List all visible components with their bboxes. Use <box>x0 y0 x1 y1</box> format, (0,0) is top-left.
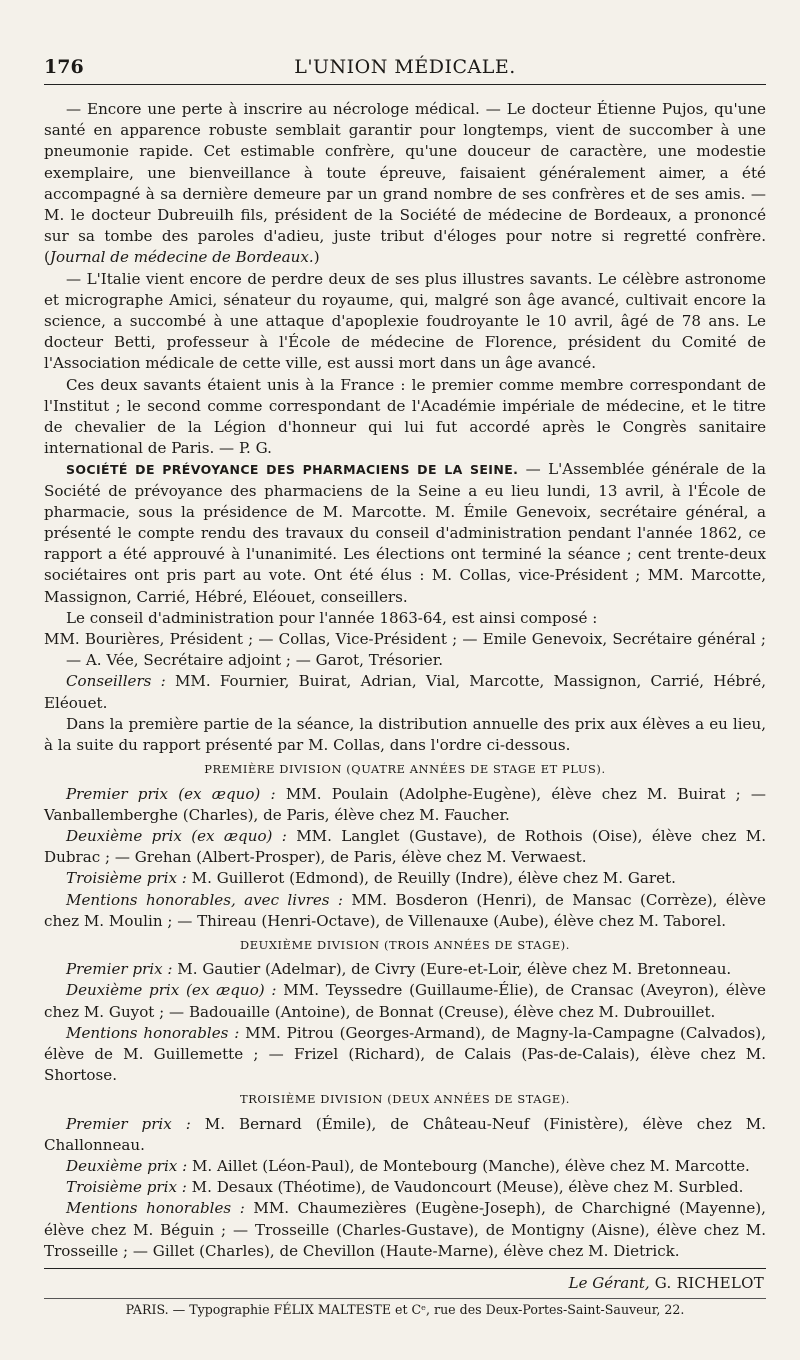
prize-label: Mentions honorables : <box>66 1023 240 1042</box>
prize-item <box>44 1023 766 1087</box>
gerant-label: Le Gérant, <box>568 1274 650 1292</box>
prize-label: Troisième prix : <box>66 869 187 888</box>
prize-label: Premier prix (ex æquo) : <box>66 784 276 803</box>
running-header <box>44 50 766 85</box>
paragraph-distribution: Dans la première partie de la séance, la distribution annuelle des prix aux élèves a eu lieu, à la suite du rapport présenté par M. Collas, dans l'ordre ci-dessous. <box>44 714 766 755</box>
prize-text: MM. Teyssedre (Guillaume-Élie), de Cransac (Aveyron), élève chez M. Guyot ; — Badouaille (Antoine), de Bonnat (Creuse), élève chez M. Dubrouillet. <box>44 981 766 1021</box>
societe-text: — L'Assemblée générale de la Société de prévoyance des pharmaciens de la Seine a eu lieu lundi, 13 avril, à l'École de pharmacie, sous la présidence de M. Marcotte. M. Émile Genevoix, secrétaire général, a présenté le compte rendu des travaux du conseil d'administration pendant l'année 1862, ce rapport a été approuvé à l'unanimité. Les élections ont terminé la séance ; cent trente-deux sociétaires ont pris part au vote. Ont été élus : M. Collas, vice-Président ; MM. Marcotte, Massignon, Carrié, Hébré, Eléouet, conseillers. <box>44 460 767 606</box>
prize-label: Premier prix : <box>66 960 173 979</box>
prize-item <box>44 959 766 980</box>
paragraph-officers: MM. Bourières, Président ; — Collas, Vice-Président ; — Emile Genevoix, Secrétaire général ; — A. Vée, Secrétaire adjoint ; — Garot, Trésorier. <box>44 630 766 670</box>
division-heading-3: TROISIÈME DIVISION (DEUX ANNÉES DE STAGE). <box>240 1092 570 1107</box>
prize-item <box>44 980 766 1022</box>
prize-label: Deuxième prix : <box>66 1156 188 1175</box>
prize-item <box>44 1114 766 1156</box>
societe-heading: SOCIÉTÉ DE PRÉVOYANCE DES PHARMACIENS DE LA SEINE. <box>66 462 519 478</box>
article-body <box>44 99 766 1262</box>
paragraph-savants: Ces deux savants étaient unis à la France : le premier comme membre correspondant de l'Institut ; le second comme correspondant de l'Académie impériale de médecine, et le titre de chevalier de la Légion d'honneur qui lui fut accordé après le Congrès sanitaire international de Paris. — P. G. <box>44 375 766 458</box>
prize-text: M. Guillerot (Edmond), de Reuilly (Indre), élève chez M. Garet. <box>186 869 676 888</box>
prize-label: Mentions honorables : <box>66 1199 245 1218</box>
prize-text: M. Bernard (Émile), de Château-Neuf (Finistère), élève chez M. Challonneau. <box>44 1114 766 1154</box>
prize-text: MM. Langlet (Gustave), de Rothois (Oise), élève chez M. Dubrac ; — Grehan (Albert-Prosper), de Paris, élève chez M. Verwaest. <box>44 826 766 867</box>
prize-text: MM. Chaumezières (Eugène-Joseph), de Charchigné (Mayenne), élève chez M. Béguin ; — Trosseille (Charles-Gustave), de Montigny (Aisne), élève chez M. Trosseille ; — Gillet (Charles), de Chevillon (Haute-Marne), élève chez M. Dietrick. <box>44 1199 766 1260</box>
prize-label: Deuxième prix (ex æquo) : <box>66 826 287 845</box>
page <box>44 50 766 1262</box>
paragraph-conseil: Le conseil d'administration pour l'année 1863-64, est ainsi composé : <box>66 608 598 627</box>
pujos-close: ) <box>313 248 320 267</box>
prize-label: Mentions honorables, avec livres : <box>66 890 343 909</box>
prize-label: Troisième prix : <box>66 1178 187 1197</box>
gerant-signature <box>569 1274 764 1292</box>
page-number: 176 <box>44 56 84 78</box>
prize-text: M. Aillet (Léon-Paul), de Montebourg (Manche), élève chez M. Marcotte. <box>187 1156 750 1175</box>
conseillers-label: Conseillers : <box>66 672 166 691</box>
journal-title: L'UNION MÉDICALE. <box>294 56 516 78</box>
prize-item <box>44 890 766 932</box>
prize-item <box>44 868 766 889</box>
paragraph-conseillers <box>44 671 766 713</box>
paragraph-societe <box>44 459 766 607</box>
prize-item <box>44 1177 766 1198</box>
pujos-source: Journal de médecine de Bordeaux. <box>49 248 314 267</box>
prize-text: MM. Pitrou (Georges-Armand), de Magny-la-Campagne (Calvados), élève de M. Guillemette ; — Frizel (Richard), de Calais (Pas-de-Calais), élève chez M. Shortose. <box>44 1023 766 1085</box>
pujos-text: — Encore une perte à inscrire au nécrologe médical. — Le docteur Étienne Pujos, qu'une santé en apparence robuste semblait garantir pour longtemps, vient de succomber à une pneumonie rapide. Cet estimable confrère, qu'une douceur de caractère, une modestie exemplaire, une bienveillance à toute épreuve, faisaient généralement aimer, a été accompagné à sa dernière demeure par un grand nombre de ses confrères et de ses amis. — M. le docteur Dubreuilh fils, président de la Société de médecine de Bordeaux, a prononcé sur sa tombe des paroles d'adieu, juste tribut d'éloges pour notre si regretté confrère. ( <box>44 100 766 267</box>
conseillers-text: MM. Fournier, Buirat, Adrian, Vial, Marcotte, Massignon, Carrié, Hébré, Eléouet. <box>44 672 766 712</box>
prize-item <box>44 784 766 826</box>
paragraph-italie: — L'Italie vient encore de perdre deux de ses plus illustres savants. Le célèbre astronome et micrographe Amici, sénateur du royaume, qui, malgré son âge avancé, cultivait encore la science, a succombé à une attaque d'apoplexie foudroyante le 10 avril, âgé de 78 ans. Le docteur Betti, professeur à l'École de médecine de Florence, président du Comité de l'Association médicale de cette ville, est aussi mort dans un âge avancé. <box>44 269 766 373</box>
prize-text: MM. Bosderon (Henri), de Mansac (Corrèze), élève chez M. Moulin ; — Thireau (Henri-Octave), de Villenauxe (Aube), élève chez M. Taborel. <box>44 890 766 930</box>
prize-text: MM. Poulain (Adolphe-Eugène), élève chez M. Buirat ; — Vanballemberghe (Charles), de Paris, élève chez M. Faucher. <box>44 784 766 824</box>
prize-item <box>44 1156 766 1177</box>
prize-text: M. Desaux (Théotime), de Vaudoncourt (Meuse), élève chez M. Surbled. <box>186 1178 744 1197</box>
prize-text: M. Gautier (Adelmar), de Civry (Eure-et-Loir, élève chez M. Bretonneau. <box>172 960 732 979</box>
gerant-name: G. RICHELOT <box>649 1274 764 1292</box>
prize-item <box>44 826 766 868</box>
footer-rule <box>44 1268 766 1269</box>
prize-item <box>44 1198 766 1262</box>
prize-label: Deuxième prix (ex æquo) : <box>66 981 277 1000</box>
printer-imprint: PARIS. — Typographie FÉLIX MALTESTE et Cᵉ, rue des Deux-Portes-Saint-Sauveur, 22. <box>44 1298 766 1317</box>
division-heading-2: DEUXIÈME DIVISION (TROIS ANNÉES DE STAGE). <box>240 937 570 952</box>
paragraph-pujos <box>44 99 766 269</box>
prize-label: Premier prix : <box>66 1114 191 1133</box>
division-heading-1: PREMIÈRE DIVISION (QUATRE ANNÉES DE STAGE ET PLUS). <box>204 762 606 777</box>
